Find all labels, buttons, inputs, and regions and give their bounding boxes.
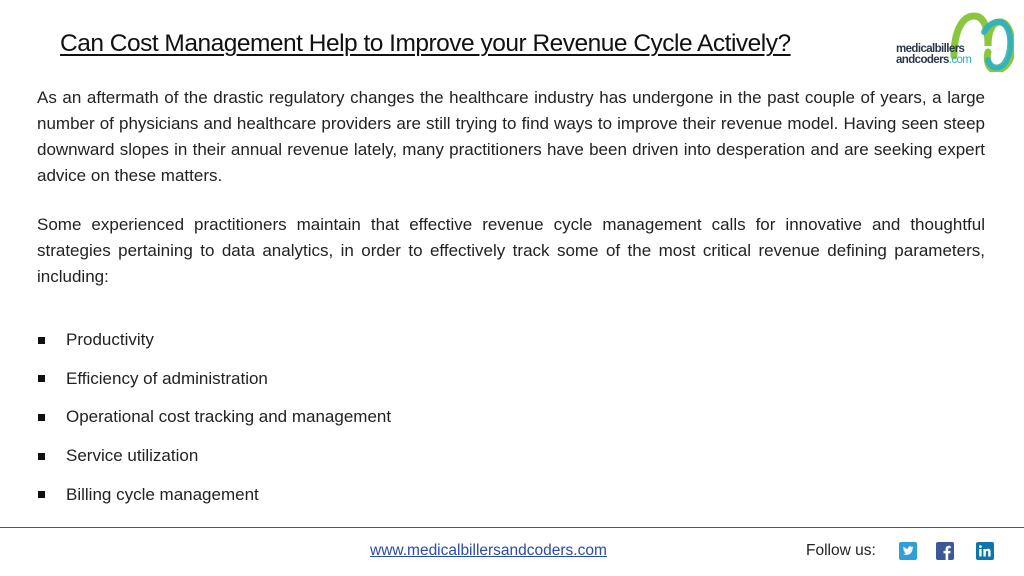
- list-item: [37, 360, 391, 399]
- square-bullet-icon: [38, 453, 45, 460]
- list-item-label: Service utilization: [66, 446, 199, 466]
- list-item-label: Productivity: [66, 330, 154, 350]
- facebook-icon[interactable]: [936, 542, 954, 560]
- square-bullet-icon: [38, 491, 45, 498]
- linkedin-icon[interactable]: [976, 542, 994, 560]
- list-item-label: Efficiency of administration: [66, 368, 268, 388]
- logo-text-line2: [896, 55, 971, 66]
- logo-text: [896, 44, 971, 66]
- list-item: [37, 321, 391, 360]
- website-link[interactable]: www.medicalbillersandcoders.com: [370, 542, 607, 559]
- parameter-list: [37, 321, 391, 514]
- follow-us-label: Follow us:: [806, 542, 876, 559]
- logo-text-andcoders: andcoders: [896, 54, 949, 66]
- square-bullet-icon: [38, 414, 45, 421]
- page-title: Can Cost Management Help to Improve your Revenue Cycle Actively?: [60, 30, 791, 57]
- strategy-paragraph: Some experienced practitioners maintain that effective revenue cycle management calls for innovative and thoughtful strategies pertaining to data analytics, in order to effectively track some of the most critical revenue defining parameters, including:: [37, 215, 985, 286]
- twitter-icon[interactable]: [899, 542, 917, 560]
- list-item-label: Operational cost tracking and management: [66, 407, 392, 427]
- square-bullet-icon: [38, 337, 45, 344]
- logo-text-dotcom: .com: [948, 54, 972, 66]
- intro-paragraph: As an aftermath of the drastic regulatory changes the healthcare industry has undergone in the past couple of years, a large number of physicians and healthcare providers are still trying to find ways to improve their revenue model. Having seen steep downward slopes in their annual revenue lately, many practitioners have been driven into desperation and are seeking expert advice on these matters.: [37, 88, 985, 185]
- list-item: [37, 475, 391, 514]
- logo-text-line1: medicalbillers: [896, 43, 965, 55]
- footer-divider: [0, 527, 1024, 528]
- list-item-label: Billing cycle management: [66, 484, 259, 504]
- company-logo[interactable]: [892, 12, 1014, 72]
- list-item: [37, 398, 391, 437]
- square-bullet-icon: [38, 375, 45, 382]
- list-item: [37, 437, 391, 476]
